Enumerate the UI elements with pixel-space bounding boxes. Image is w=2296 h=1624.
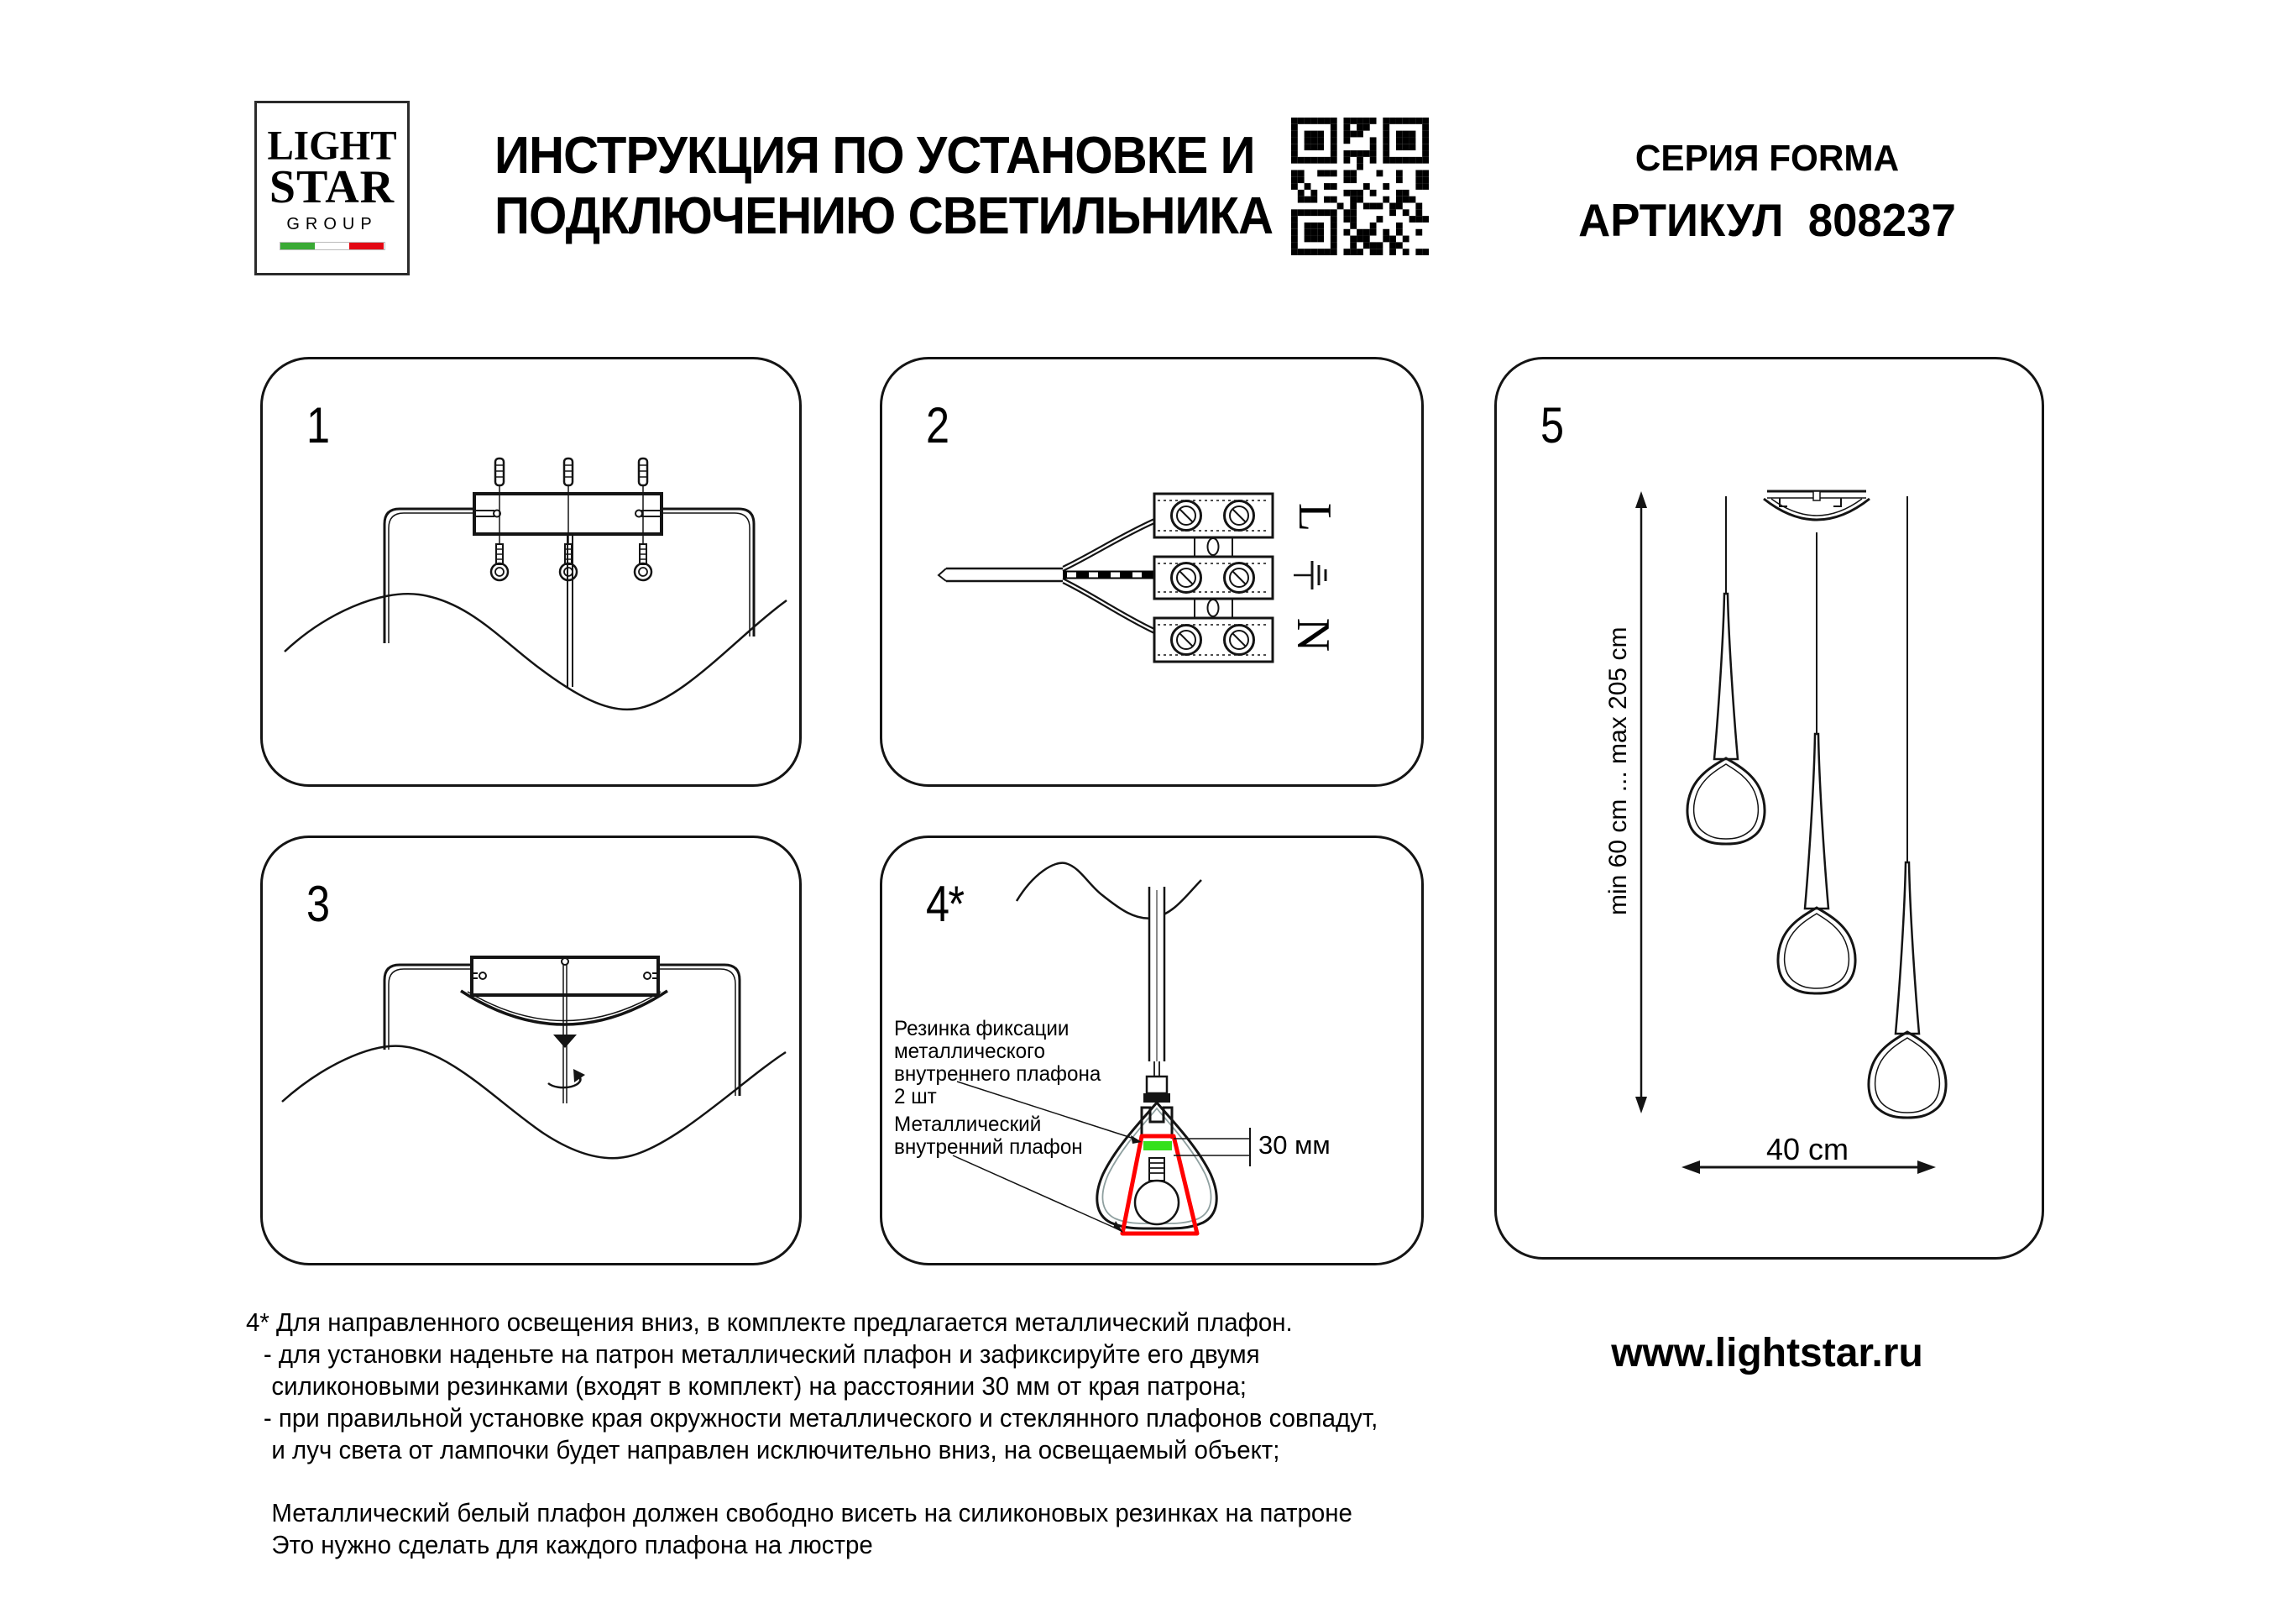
step-5-drawing-dimensions (1497, 359, 2047, 1262)
note-line: - для установки наденьте на патрон металлический плафон и зафиксируйте его двумя (263, 1339, 1260, 1369)
title-line-2: ПОДКЛЮЧЕНИЮ СВЕТИЛЬНИКА (494, 187, 1274, 245)
step-3-number: 3 (306, 876, 329, 932)
page-title (494, 126, 1274, 247)
ceiling-wave (285, 594, 787, 710)
flag-white (315, 243, 349, 249)
logo-text-light: LIGHT (267, 123, 397, 170)
italian-flag-bar (280, 242, 385, 250)
title-line-1: ИНСТРУКЦИЯ ПО УСТАНОВКЕ И (494, 127, 1255, 185)
ceiling-wave (282, 1046, 786, 1159)
note-line: и луч света от лампочки будет направлен исключительно вниз, на освещаемый объект; (271, 1435, 1280, 1464)
note-line: Это нужно сделать для каждого плафона на люстре (271, 1530, 873, 1559)
dimension-30mm: 30 мм (1258, 1130, 1331, 1160)
step-3-drawing-canopy-fixing (263, 838, 804, 1268)
terminal-label-line: L (1289, 502, 1341, 532)
metal-shade-label: Металлический внутренний плафон (894, 1113, 1083, 1159)
step-1-number: 1 (306, 397, 329, 453)
pendant-shade (1687, 758, 1765, 844)
lamp-socket (1142, 1108, 1172, 1139)
step-4-number: 4* (926, 876, 964, 932)
qr-code (1291, 118, 1429, 255)
note-line: Металлический белый плафон должен свободно висеть на силиконовых резинках на патроне (271, 1498, 1352, 1527)
step-5-panel (1494, 357, 2044, 1260)
ceiling-wave (1017, 863, 1201, 919)
note-line: 4* Для направленного освещения вниз, в комплекте предлагается металлический плафон. (246, 1307, 1293, 1337)
step-2-panel (880, 357, 1424, 787)
series-label: СЕРИЯ FORMA (1634, 138, 1900, 179)
lightstar-logo (254, 101, 410, 275)
height-range-label: min 60 cm ... max 205 cm (1604, 626, 1632, 915)
rubber-band (1143, 1141, 1172, 1150)
step-2-drawing-wiring (882, 359, 1426, 789)
logo-text-star: STAR (269, 161, 395, 213)
flag-red (349, 243, 384, 249)
ground-symbol-icon (1294, 561, 1326, 589)
dowel-icons (495, 458, 647, 485)
rubber-band-label: Резинка фиксации металлического внутреннего плафона 2 шт (894, 1017, 1101, 1108)
step-3-panel (260, 836, 802, 1265)
terminal-block-icons (1154, 494, 1273, 662)
screw-icons (491, 544, 651, 580)
step-2-number: 2 (926, 397, 949, 453)
down-arrow-icon (553, 1035, 577, 1048)
article-number: АРТИКУЛ 808237 (1578, 194, 1956, 246)
bulb-icon (1135, 1181, 1179, 1224)
step-1-drawing-mounting-bracket (263, 359, 804, 789)
note-line: - при правильной установке края окружности металлического и стеклянного плафонов совпадут, (263, 1403, 1378, 1433)
step-5-number: 5 (1540, 397, 1563, 453)
logo-text-group: GROUP (286, 215, 378, 233)
installation-notes (246, 1307, 1378, 1561)
step-4-panel (880, 836, 1424, 1265)
website-link: www.lightstar.ru (1611, 1331, 1923, 1375)
flag-green (280, 243, 315, 249)
terminal-label-neutral: N (1287, 617, 1339, 652)
note-line: силиконовыми резинками (входят в комплект) на расстоянии 30 мм от края патрона; (271, 1371, 1247, 1401)
width-dimension-label: 40 cm (1765, 1132, 1849, 1166)
step-1-panel (260, 357, 802, 787)
